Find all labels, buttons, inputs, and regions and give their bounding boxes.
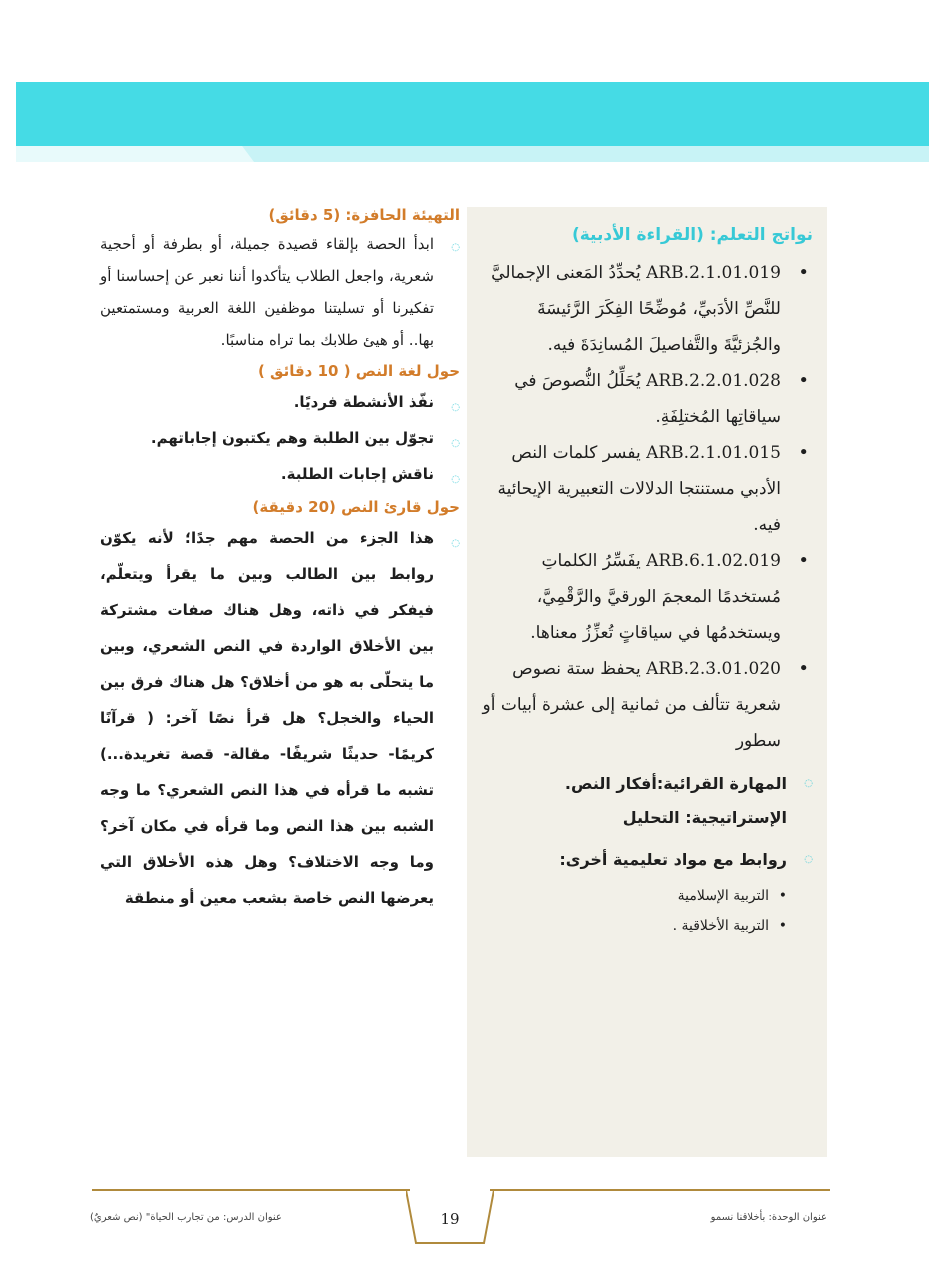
bullet-icon: • xyxy=(798,658,809,679)
outcome-code: ARB.2.3.01.020 xyxy=(646,659,781,679)
ring-bullet-icon: ◌ xyxy=(451,474,460,485)
footer-rule-left xyxy=(92,1189,410,1191)
link-item-text: التربية الأخلاقية . xyxy=(672,918,769,934)
language-title: حول لغة النص ( 10 دقائق ) xyxy=(257,362,460,380)
outcome-text: يُحَلِّلُ النُّصوصَ في سياقاتِها المُختلِفَةِ. xyxy=(514,371,781,427)
reading-skill-text: المهارة القرائية:أفكار النص. xyxy=(564,774,787,793)
ring-bullet-icon: ◌ xyxy=(451,538,460,549)
outcomes-title: نواتج التعلم: (القراءة الأدبية) xyxy=(571,225,813,245)
outcome-item xyxy=(479,651,813,759)
outcome-text: يُحدِّدُ المَعنى الإجماليَّ للنَّصِّ الأدَبيِّ، مُوضِّحًا الفِكَرَ الرَّئيسَةَ والجُزئيَّةَ والتَّفاصيلَ المُسانِدَةَ فيه. xyxy=(491,263,781,355)
outcome-text: يفسر كلمات النص الأدبي مستنتجا الدلالات التعبيرية الإيحائية فيه. xyxy=(497,443,781,535)
links-list xyxy=(479,881,813,941)
page-number: 19 xyxy=(440,1210,460,1228)
outcome-item xyxy=(479,363,813,435)
ring-bullet-icon: ◌ xyxy=(451,402,460,413)
bullet-icon: • xyxy=(798,550,809,571)
outcomes-panel xyxy=(467,207,827,1157)
procedure-column xyxy=(100,200,460,916)
bullet-icon: • xyxy=(798,262,809,283)
link-item-text: التربية الإسلامية xyxy=(677,888,769,904)
warmup-title: التهيئة الحافزة: (5 دقائق) xyxy=(268,206,460,224)
outcome-text: يحفظ ستة نصوص شعرية تتألف من ثمانية إلى عشرة أبيات أو سطور xyxy=(482,659,781,751)
language-item-text: ناقش إجابات الطلبة. xyxy=(280,465,434,483)
ring-bullet-icon: ◌ xyxy=(451,242,460,253)
outcome-item xyxy=(479,255,813,363)
strategy: الإستراتيجية: التحليل xyxy=(622,808,787,827)
reading-skill xyxy=(479,767,813,801)
outcome-item xyxy=(479,543,813,651)
banner-notch xyxy=(16,146,254,162)
outcome-code: ARB.2.2.01.028 xyxy=(646,371,781,391)
reader-title: حول قارئ النص (20 دقيقة) xyxy=(252,498,460,516)
outcome-text: يفَسِّرُ الكلماتِ مُستخدمًا المعجمَ الورقيَّ والرَّقْمِيَّ، ويستخدمُها في سياقاتٍ تُعزِّزُ معناها. xyxy=(530,551,781,643)
link-item xyxy=(479,881,813,911)
language-item-text: نفّذ الأنشطة فرديًا. xyxy=(293,393,434,411)
links-title xyxy=(479,843,813,877)
language-item-text: تجوّل بين الطلبة وهم يكتبون إجاباتهم. xyxy=(150,429,434,447)
language-item xyxy=(100,420,460,456)
lesson-title: عنوان الدرس: من تجارب الحياة" (نص شعريٌ) xyxy=(90,1212,282,1223)
outcome-item xyxy=(479,435,813,543)
header-banner xyxy=(16,82,929,162)
outcomes-list xyxy=(479,255,813,759)
reader-item xyxy=(100,520,460,916)
warmup-text: ابدأ الحصة بإلقاء قصيدة جميلة، أو بطرفة أو أحجية شعرية، واجعل الطلاب يتأكدوا أننا نعبر عن إحساسنا أو تفكيرنا أو تسليتنا موظفين اللغة العربية ومستمتعين بها.. أو هيئ طلابك بما تراه مناسبًا. xyxy=(100,235,434,349)
reader-text: هذا الجزء من الحصة مهم جدًا؛ لأنه يكوّن روابط بين الطالب وبين ما يقرأ ويتعلّم، فيفكر في ذاته، وهل هناك صفات مشتركة بين الأخلاق الواردة في النص الشعري، وبين ما يتحلّى به هو من أخلاق؟ هل هناك فرق بين الحياء والخجل؟ هل قرأ نصًا آخر: ( قرآنًا كريمًا- حديثًا شريفًا- مقالة- قصة تغريدة...) تشبه ما قرأه في هذا النص الشعري؟ ما وجه الشبه بين هذا النص وما قرأه في مكان آخر؟ وما وجه الاختلاف؟ وهل هذه الأخلاق التي يعرضها النص خاصة بشعب معين أو منطقة xyxy=(100,529,434,907)
language-item xyxy=(100,384,460,420)
outcome-code: ARB.2.1.01.019 xyxy=(646,263,781,283)
footer-rule-right xyxy=(490,1189,830,1191)
link-item xyxy=(479,911,813,941)
ring-bullet-icon: ◌ xyxy=(451,438,460,449)
outcome-code: ARB.2.1.01.015 xyxy=(646,443,781,463)
language-item xyxy=(100,456,460,492)
warmup-item xyxy=(100,228,460,356)
links-title-text: روابط مع مواد تعليمية أخرى: xyxy=(559,850,787,869)
bullet-icon: • xyxy=(778,888,787,904)
unit-title: عنوان الوحدة: بأخلاقنا نسمو xyxy=(710,1212,827,1223)
bullet-icon: • xyxy=(778,918,787,934)
ring-bullet-icon: ◌ xyxy=(804,778,813,789)
bullet-icon: • xyxy=(798,442,809,463)
bullet-icon: • xyxy=(798,370,809,391)
outcome-code: ARB.6.1.02.019 xyxy=(646,551,781,571)
ring-bullet-icon: ◌ xyxy=(804,854,813,865)
